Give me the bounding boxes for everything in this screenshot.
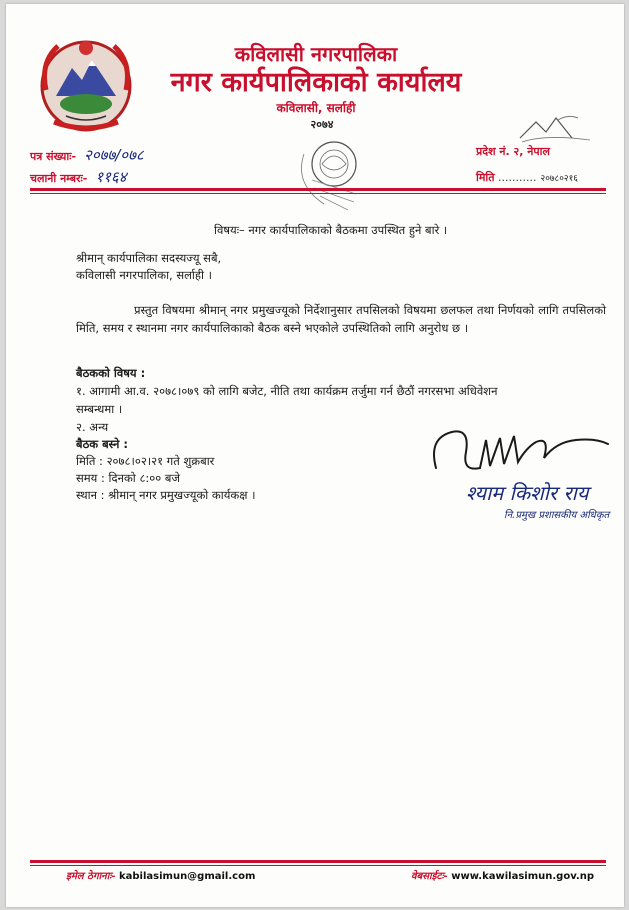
dispatch-number — [30, 167, 127, 187]
agenda-heading: बैठकको विषय : — [76, 366, 146, 380]
signature-scribble — [426, 418, 616, 526]
reference-number — [30, 145, 144, 165]
footer-website-label: वेबसाईटः- — [411, 871, 448, 882]
meeting-place: स्थान : श्रीमान् नगर प्रमुखज्यूको कार्यकक्ष । — [76, 488, 256, 502]
header-rule-thin — [30, 193, 606, 194]
municipality-name: कविलासी नगरपालिका — [234, 42, 398, 66]
meeting-time: समय : दिनको ८:०० बजे — [76, 471, 181, 485]
recipient-line-2: कविलासी नगरपालिका, सर्लाही । — [76, 268, 213, 282]
footer-email-label: इमेल ठेगानाः- — [66, 871, 116, 882]
signatory-name: श्याम किशोर राय — [466, 481, 589, 505]
footer-email — [66, 868, 255, 882]
dispatch-number-label: चलानी नम्बरः- — [30, 172, 88, 185]
nepal-emblem-icon — [36, 32, 136, 134]
agenda-item-2: २. अन्य — [76, 420, 109, 434]
dispatch-number-value: ११६४ — [95, 168, 127, 186]
office-address: कविलासी, सर्लाही — [276, 101, 356, 115]
meeting-heading: बैठक बस्ने : — [76, 437, 129, 451]
reference-number-value: २०७७/०७८ — [84, 146, 144, 164]
reference-number-label: पत्र संख्याः- — [30, 150, 77, 163]
province-label: प्रदेश नं. २, नेपाल — [476, 145, 550, 158]
footer-email-value[interactable]: kabilasimun@gmail.com — [118, 871, 256, 882]
office-name: नगर कार्यपालिकाको कार्यालय — [170, 67, 462, 98]
establishment-year: २०७४ — [310, 118, 334, 131]
letter-date-label: मिति — [476, 171, 495, 184]
letter-date-value: २०७८०२१६ — [540, 174, 578, 184]
letter-date: मिति ........... २०७८०२१६ — [476, 171, 578, 184]
letter-body: प्रस्तुत विषयमा श्रीमान् नगर प्रमुखज्यूको निर्देशानुसार तपसिलको विषयमा छलफल तथा निर्णयको लागि तपसिलको मिति, समय र स्थानमा नगर कार्यपालिकाको बैठक बस्ने भएकोले उपस्थितिको लागि अनुरोध छ । — [76, 303, 606, 335]
agenda-item-1-cont: सम्बन्धमा । — [76, 402, 123, 416]
footer-rule — [30, 860, 606, 863]
office-seal-stamp — [284, 124, 384, 224]
meeting-date: मिति : २०७८।०२।२१ गते शुक्रबार — [76, 454, 215, 468]
letter-page — [6, 4, 624, 907]
header-rule — [30, 188, 606, 191]
footer-website — [411, 868, 594, 882]
recipient-line-1: श्रीमान् कार्यपालिका सदस्यज्यू सबै, — [76, 251, 222, 265]
signature-block — [426, 418, 616, 526]
letter-subject: विषयः– नगर कार्यपालिकाको बैठकमा उपस्थित हुने बारे । — [214, 223, 448, 237]
agenda-item-1: १. आगामी आ.व. २०७८।०७९ को लागि बजेट, नीति तथा कार्यक्रम तर्जुमा गर्न छैठौं नगरसभा अधिवेशन — [76, 384, 498, 398]
footer-rule-thin — [30, 865, 606, 866]
signatory-title: नि.प्रमुख प्रशासकीय अधिकृत — [504, 510, 610, 521]
footer-website-value[interactable]: www.kawilasimun.gov.np — [451, 871, 594, 882]
